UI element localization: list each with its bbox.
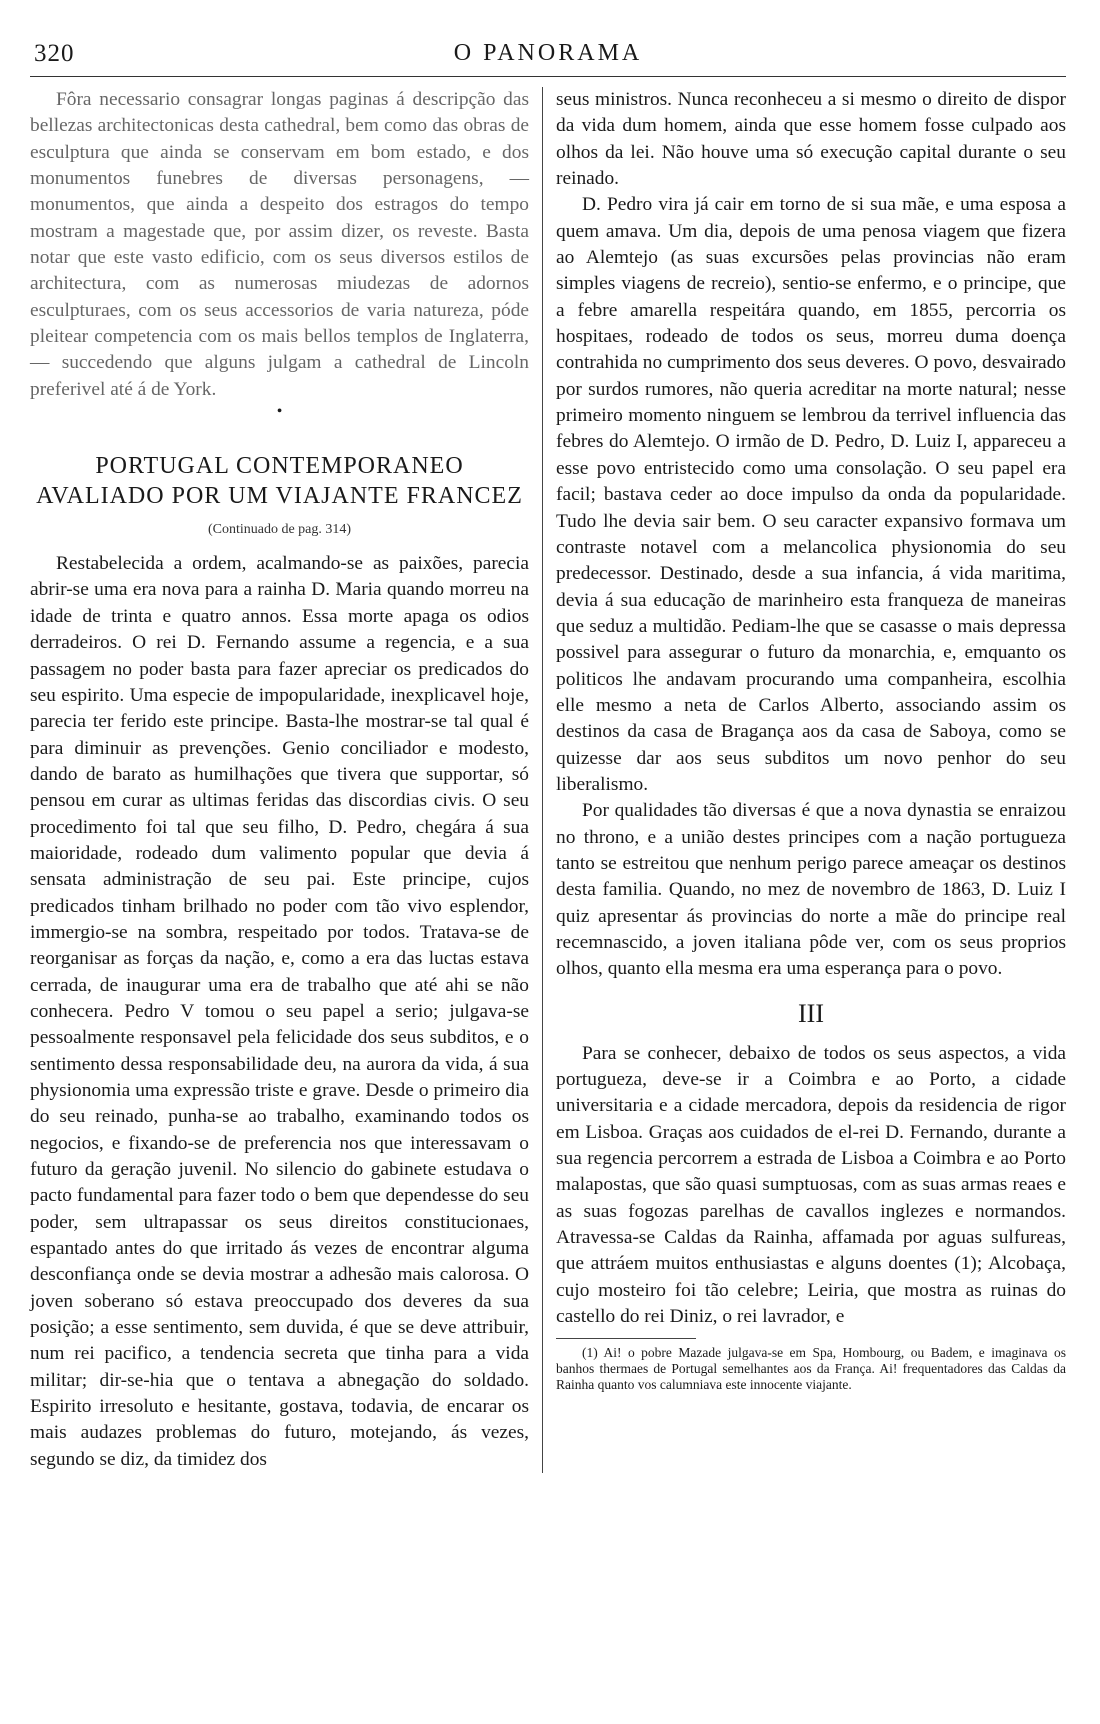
page-header — [30, 36, 1066, 77]
section-paragraph: Para se conhecer, debaixo de todos os seus aspectos, a vida portugueza, deve-se ir a Coimbra e ao Porto, a cidade universitaria e a cidade mercadora, depois da residencia de rigor em Lisboa. Graças aos cuidados de el-rei D. Fernando, durante a sua regencia percorrem a estrada de Lisboa a Coimbra e ao Porto malapostas, que são quasi sumptuosas, com as suas armas reaes e as suas fogozas parelhas de cavallos inglezes e normandos. Atravessa-se Caldas da Rainha, affamada por aguas sulfureas, que attráem muitos enthusiastas e alguns doentes (1); Alcobaça, cujo mosteiro foi tão celebre; Leiria, que mostra as ruinas do castello do rei Diniz, o rei lavrador, e — [556, 1042, 1066, 1328]
article-title: PORTUGAL CONTEMPORANEO AVALIADO POR UM VIAJANTE FRANCEZ — [36, 453, 523, 510]
footnote: (1) Ai! o pobre Mazade julgava-se em Spa, Hombourg, ou Badem, e imaginava os banhos thermaes de Portugal semelhantes aos da França. Ai! frequentadores das Caldas da Rainha quanto vos calumniava este innocente viajante. — [556, 1345, 1066, 1393]
separator-mark: • — [276, 403, 283, 421]
article-body-paragraph: Restabelecida a ordem, acalmando-se as paixões, parecia abrir-se uma era nova para a rainha D. Maria quando morreu na idade de trinta e quatro annos. Essa morte apaga os odios derradeiros. O rei D. Fernando assume a regencia, e a sua passagem no poder basta para fazer apreciar os predicados do seu espirito. Uma especie de impopularidade, inexplicavel hoje, parecia ter ferido este principe. Basta-lhe mostrar-se tal qual é para diminuir as prevenções. Genio conciliador e modesto, dando de barato as humilhações que tivera que supportar, só pensou em curar as ultimas feridas das discordias civis. O seu procedimento foi tal que seu filho, D. Pedro, chegára á sua maioridade, rodeado dum valimento popular que devia á sensata administração de seu pai. Este principe, cujos predicados tinham brilhado no poder com tão vivo esplendor, immergio-se na sombra, respeitado por todos. Tratava-se de reorganisar as forças da nação, e, como a era das luctas estava cerrada, de inaugurar uma era de trabalho que até ahi se não conhecera. Pedro V tomou o seu papel a serio; julgava-se pessoalmente responsavel pela felicidade dos seus subditos, e o sentimento dessa responsabilidade deu, na aurora da vida, á sua physionomia uma expressão triste e grave. Desde o primeiro dia do seu reinado, punha-se ao trabalho, examinando todos os negocios, e fixando-se de preferencia nos que interessavam o futuro da geração juvenil. No silencio do gabinete estudava o pacto fundamental para fazer todo o bem que dependesse do seu poder, sem ultrapassar os seus direitos constitucionaes, espantado antes do que irritado ás vezes de encontrar alguma desconfiança onde se devia mostrar a adhesão mais calorosa. O joven soberano só estava preoccupado dos deveres da sua posição; a esse sentimento, sem duvida, é que se deve attribuir, num rei pacifico, a tendencia secreta que tinha para a vida militar; dir-se-hia que o tentava a abnegação do soldado. Espirito irresoluto e hesitante, gostava, todavia, de encarar os mais audazes problemas do futuro, motejando, ás vezes, segundo se diz, da timidez dos — [30, 553, 529, 1470]
footnote-rule — [556, 1338, 696, 1339]
left-column — [30, 87, 542, 1473]
body-paragraph: Por qualidades tão diversas é que a nova dynastia se enraizou no throno, e a união destes principes com a nação portugueza tanto se estreitou que nenhum perigo parece ameaçar os destinos desta familia. Quando, no mez de novembro de 1863, D. Luiz I quiz apresentar ás provincias do norte a mãe do principe real recemnascido, a joven italiana pôde ver, com os seus proprios olhos, quanto ella mesma era uma esperança para o povo. — [556, 800, 1066, 980]
running-title: O PANORAMA — [453, 40, 643, 66]
right-column — [543, 87, 1066, 1393]
continued-note: (Continuado de pag. 314) — [207, 522, 352, 538]
body-paragraph: D. Pedro vira já cair em torno de si sua mãe, e uma esposa a quem amava. Um dia, depois de uma penosa viagem que fizera ao Alemtejo (as suas excursões pelas provincias não eram simples viagens de recreio), sentio-se enfermo, e o principe, que a febre amarella respeitára quando, em 1855, percorria os hospitaes, rodeado de todos os seus, morreu duma doença contrahida no cumprimento dos seus deveres. O povo, desvairado por surdos rumores, não queria acreditar na morte natural; nesse primeiro momento ninguem se lembrou da terrivel influencia das febres do Alemtejo. O irmão de D. Pedro, D. Luiz I, appareceu a esse povo entristecido como uma consolação. O seu papel era facil; bastava ceder ao doce impulso da onda da popularidade. Tudo lhe devia sair bem. O seu caracter expansivo formava um contraste notavel com a melancolica physionomia do seu predecessor. Destinado, desde a sua infancia, á vida maritima, devia á sua educação de marinheiro esta franqueza de maneiras que seduz a multidão. Pediam-lhe que se casasse o mais depressa possivel para assegurar o futuro da monarchia, e, emquanto os politicos lhe andavam procurando uma companheira, escolhia elle mesmo a neta de Carlos Alberto, associando assim os destinos da casa de Bragança aos da casa de Saboya, como se quizesse dar aos seus subditos um novo penhor do seu liberalismo. — [556, 194, 1066, 795]
text-columns — [30, 87, 1066, 1473]
intro-paragraph: Fôra necessario consagrar longas paginas á descripção das bellezas architectonicas desta cathedral, bem como das obras de esculptura que ainda se conservam em bom estado, e dos monumentos funebres de diversas personagens, — monumentos, que ainda a despeito dos estragos do tempo mostram a magestade que, por assim dizer, os reveste. Basta notar que este vasto edificio, com os seus diversos estilos de architectura, com as numerosas miudezas de adornos esculpturaes, com os seus accessorios de varia natureza, póde pleitear competencia com os mais bellos templos de Inglaterra, — succedendo que alguns julgam a cathedral de Lincoln preferivel até á de York. — [30, 89, 529, 400]
page-number: 320 — [34, 40, 75, 67]
continued-paragraph: seus ministros. Nunca reconheceu a si mesmo o direito de dispor da vida dum homem, ainda que esse homem fosse culpado aos olhos da lei. Não houve uma só execução capital durante o seu reinado. — [556, 89, 1066, 190]
section-heading: III — [798, 998, 824, 1028]
